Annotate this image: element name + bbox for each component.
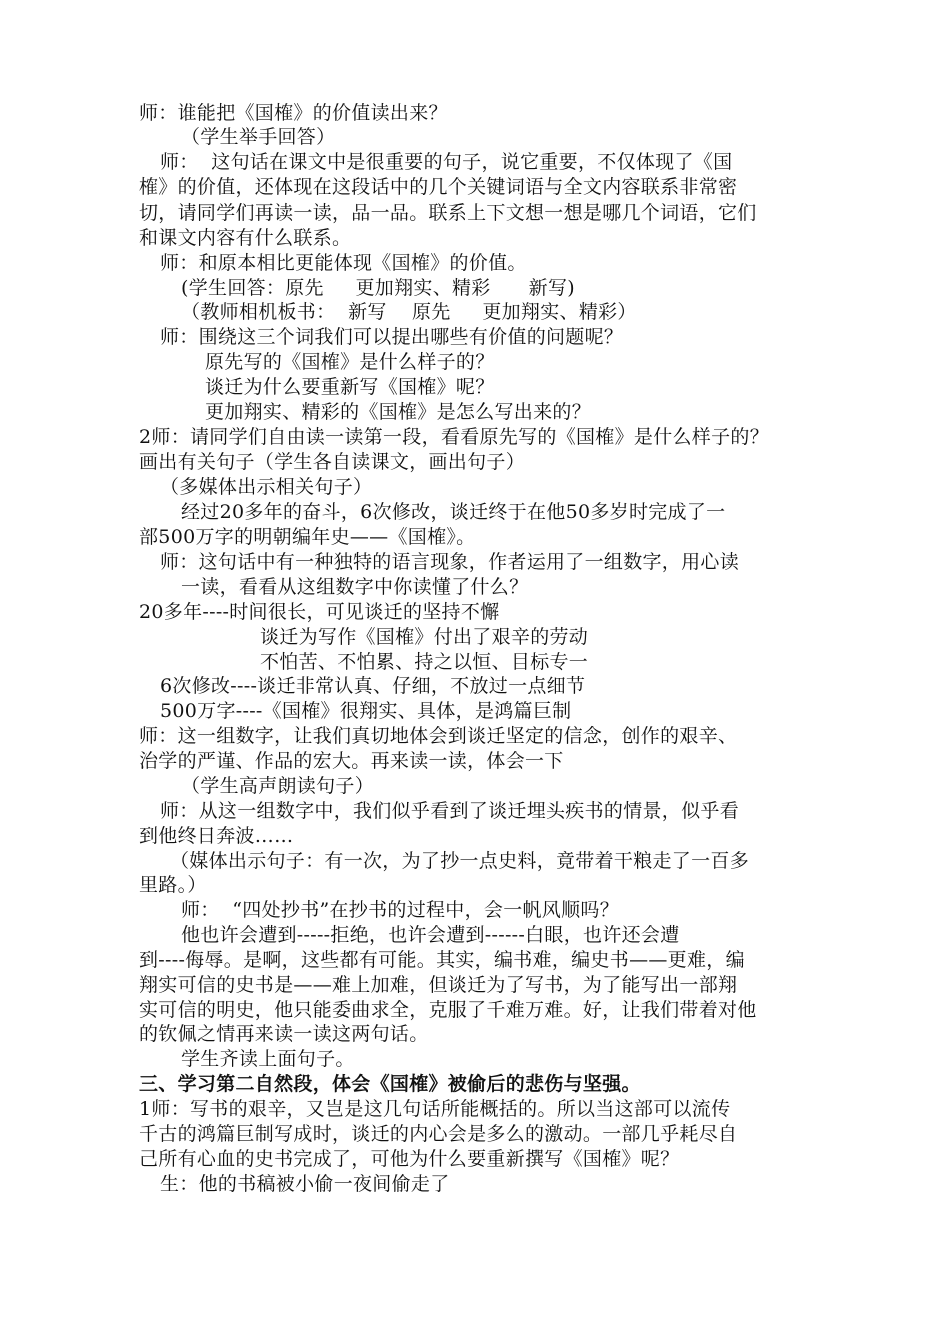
text-line: （学生举手回答） [181, 126, 336, 148]
text-line: （学生高声朗读句子） [181, 775, 375, 797]
text-line: 切，请同学们再读一读，品一品。联系上下文想一想是哪几个词语，它们 [139, 202, 757, 224]
text-line: 实可信的明史，他只能委曲求全，克服了千难万难。好，让我们带着对他 [139, 999, 757, 1021]
text-line: 部500万字的明朝编年史——《国榷》。 [139, 526, 476, 548]
text-line: 2师：请同学们自由读一读第一段，看看原先写的《国榷》是什么样子的？ [139, 426, 769, 448]
text-line: 师：谁能把《国榷》的价值读出来？ [139, 102, 448, 124]
text-line: 千古的鸿篇巨制写成时，谈迁的内心会是多么的激动。一部几乎耗尽自 [139, 1123, 738, 1145]
text-line: 己所有心血的史书完成了，可他为什么要重新撰写《国榷》呢？ [139, 1148, 680, 1170]
text-line: 和课文内容有什么联系。 [139, 227, 352, 249]
text-line: 6次修改----谈迁非常认真、仔细，不放过一点细节 [160, 675, 586, 697]
text-line: 师：这一组数字，让我们真切地体会到谈迁坚定的信念，创作的艰辛、 [139, 725, 738, 747]
text-line: 的钦佩之情再来读一读这两句话。 [139, 1023, 429, 1045]
text-line: 到----侮辱。是啊，这些都有可能。其实，编书难，编史书——更难，编 [139, 949, 745, 971]
text-line: 师：从这一组数字中，我们似乎看到了谈迁埋头疾书的情景，似乎看 [160, 800, 740, 822]
text-line: 500万字----《国榷》很翔实、具体，是鸿篇巨制 [160, 700, 572, 722]
text-line: 画出有关句子（学生各自读课文，画出句子） [139, 451, 526, 473]
text-line: 师： 这句话在课文中是很重要的句子，说它重要，不仅体现了《国 [160, 151, 733, 173]
text-line: 师： “四处抄书”在抄书的过程中，会一帆风顺吗？ [181, 899, 620, 921]
text-line: 20多年----时间很长，可见谈迁的坚持不懈 [139, 601, 500, 623]
text-line: （多媒体出示相关句子） [160, 476, 373, 498]
text-line: 谈迁为什么要重新写《国榷》呢？ [205, 376, 495, 398]
text-line: 师：这句话中有一种独特的语言现象，作者运用了一组数字，用心读 [160, 551, 740, 573]
text-line: 他也许会遭到-----拒绝，也许会遭到------白眼，也许还会遭 [181, 924, 680, 946]
text-line: 经过20多年的奋斗，6次修改，谈迁终于在他50多岁时完成了一 [181, 501, 726, 523]
text-line: 生：他的书稿被小偷一夜间偷走了 [160, 1173, 450, 1195]
text-line: （教师相机板书： 新写 原先 更加翔实、精彩） [181, 301, 637, 323]
text-line: 更加翔实、精彩的《国榷》是怎么写出来的？ [205, 401, 592, 423]
text-line: 翔实可信的史书是——难上加难，但谈迁为了写书，为了能写出一部翔 [139, 974, 738, 996]
text-line: 不怕苦、不怕累、持之以恒、目标专一 [260, 651, 589, 673]
text-line: 师：和原本相比更能体现《国榷》的价值。 [160, 252, 527, 274]
text-line: 学生齐读上面句子。 [181, 1048, 355, 1070]
text-line: 谈迁为写作《国榷》付出了艰辛的劳动 [260, 626, 589, 648]
text-line: 榷》的价值，还体现在这段话中的几个关键词语与全文内容联系非常密 [139, 176, 738, 198]
text-line: 原先写的《国榷》是什么样子的？ [205, 351, 495, 373]
text-line: 里路。） [139, 874, 207, 896]
text-line: 师：围绕这三个词我们可以提出哪些有价值的问题呢？ [160, 326, 624, 348]
text-line: 一读，看看从这组数字中你读懂了什么？ [181, 576, 529, 598]
text-line: 到他终日奔波…… [139, 825, 294, 847]
text-line: （媒体出示句子：有一次，为了抄一点史料，竟带着干粮走了一百多 [170, 850, 750, 872]
text-line: 治学的严谨、作品的宏大。再来读一读，体会一下 [139, 750, 564, 772]
text-line: (学生回答：原先 更加翔实、精彩 新写) [181, 277, 575, 299]
section-heading: 三、学习第二自然段，体会《国榷》被偷后的悲伤与坚强。 [139, 1073, 641, 1095]
text-line: 1师：写书的艰辛，又岂是这几句话所能概括的。所以当这部可以流传 [139, 1098, 731, 1120]
